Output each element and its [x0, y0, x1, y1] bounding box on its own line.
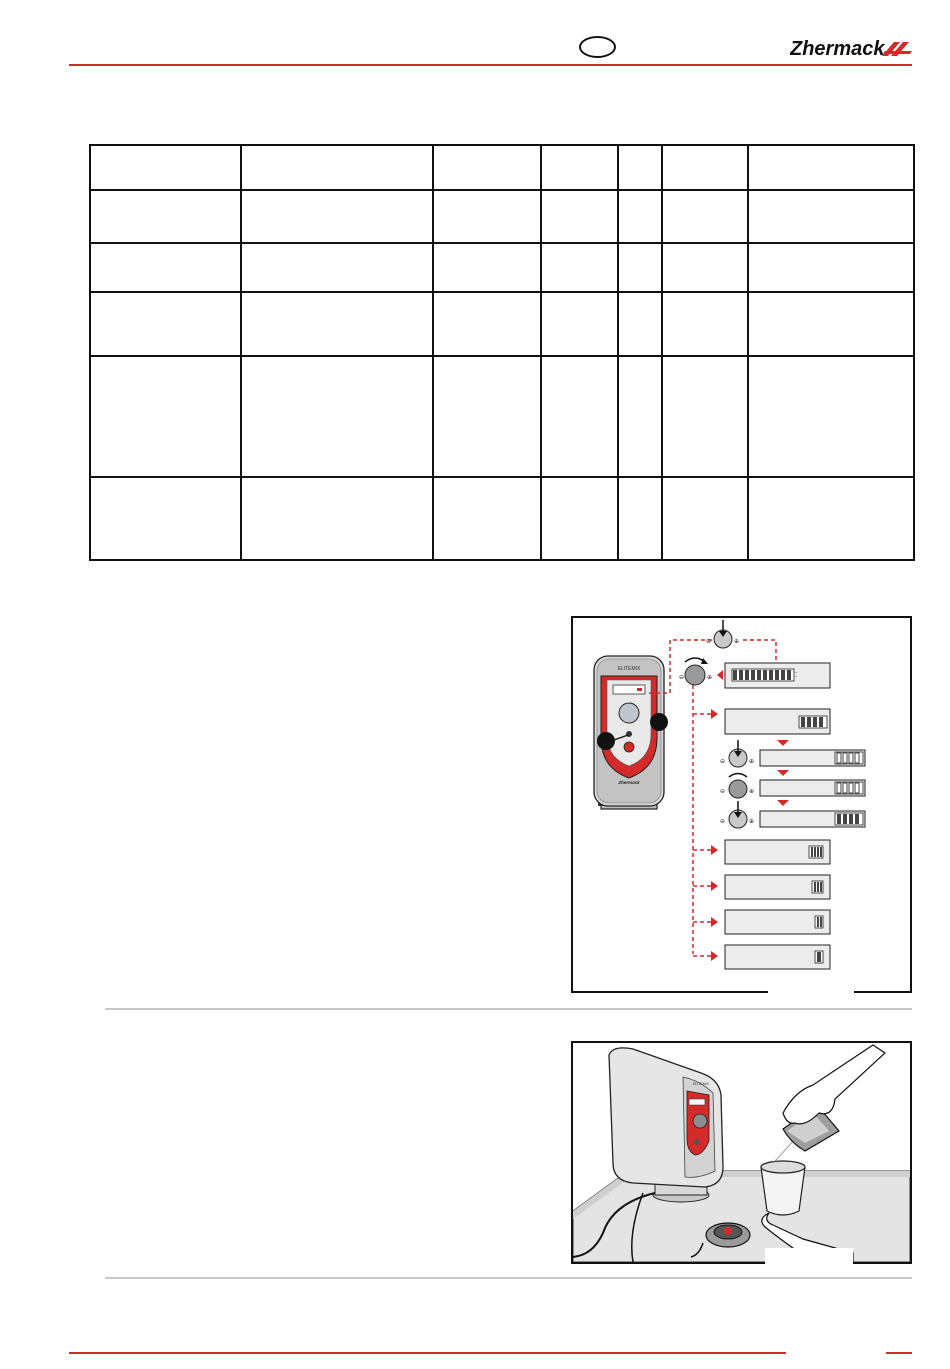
- knob-rotate-icon: [720, 774, 754, 799]
- brand-name: Zhermack: [790, 38, 885, 60]
- figure1-label-area: [768, 986, 854, 996]
- table-row: [90, 292, 914, 356]
- display-speed-2: [711, 910, 830, 934]
- section-divider: [105, 1277, 912, 1279]
- zhermack-logo: [790, 34, 915, 62]
- display-small: [760, 811, 865, 827]
- device-logo: ELITEMIX: [617, 666, 641, 672]
- svg-text:⊕: ⊕: [734, 638, 740, 645]
- mixer-device-front: [594, 656, 668, 809]
- figure2-label-area: [765, 1248, 853, 1266]
- svg-text:⊖: ⊖: [720, 758, 726, 765]
- table-row: [90, 243, 914, 292]
- hand-right: [783, 1045, 885, 1124]
- display-speed-1: [711, 945, 830, 969]
- svg-text:⊕: ⊕: [749, 788, 755, 795]
- table-row: [90, 145, 914, 190]
- display-full-bar: [725, 663, 830, 688]
- svg-text:⊕: ⊕: [749, 818, 755, 825]
- header-rule: [69, 64, 912, 66]
- table-row: [90, 190, 914, 243]
- control-flow-diagram: [573, 618, 910, 991]
- svg-text:⊕: ⊕: [749, 758, 755, 765]
- svg-text:⊖: ⊖: [706, 638, 712, 645]
- device-logo: ELITEMIX: [693, 1082, 709, 1086]
- table-row: [90, 477, 914, 560]
- footer-page-mark: [886, 1352, 912, 1354]
- display-program: [725, 709, 830, 734]
- svg-text:⊖: ⊖: [679, 674, 685, 681]
- display-speed-3: [711, 875, 830, 899]
- down-arrow: [777, 740, 789, 746]
- svg-text:⁚: ⁚: [795, 671, 798, 679]
- down-arrow: [777, 770, 789, 776]
- svg-text:⊖: ⊖: [720, 788, 726, 795]
- device-brand: Zhermack: [618, 780, 640, 785]
- footer-rule: [69, 1352, 786, 1354]
- control-panel-figure: [571, 616, 912, 993]
- knob-press-icon: [720, 801, 754, 828]
- table-row: [90, 356, 914, 477]
- knob-rotate-icon: [679, 658, 723, 685]
- section-divider: [105, 1008, 912, 1010]
- spec-table: [89, 144, 915, 561]
- pouring-illustration: [573, 1043, 910, 1262]
- svg-text:⊕: ⊕: [707, 674, 713, 681]
- display-small: [760, 750, 865, 766]
- knob-press-icon: [706, 620, 739, 648]
- mixing-cup: [761, 1141, 805, 1215]
- language-badge: [579, 36, 616, 58]
- svg-text:⊖: ⊖: [720, 818, 726, 825]
- knob-press-icon: [720, 740, 754, 767]
- down-arrow: [777, 800, 789, 806]
- display-small: [760, 780, 865, 796]
- display-speed-4: [711, 840, 830, 864]
- mixing-cup-figure: [571, 1041, 912, 1264]
